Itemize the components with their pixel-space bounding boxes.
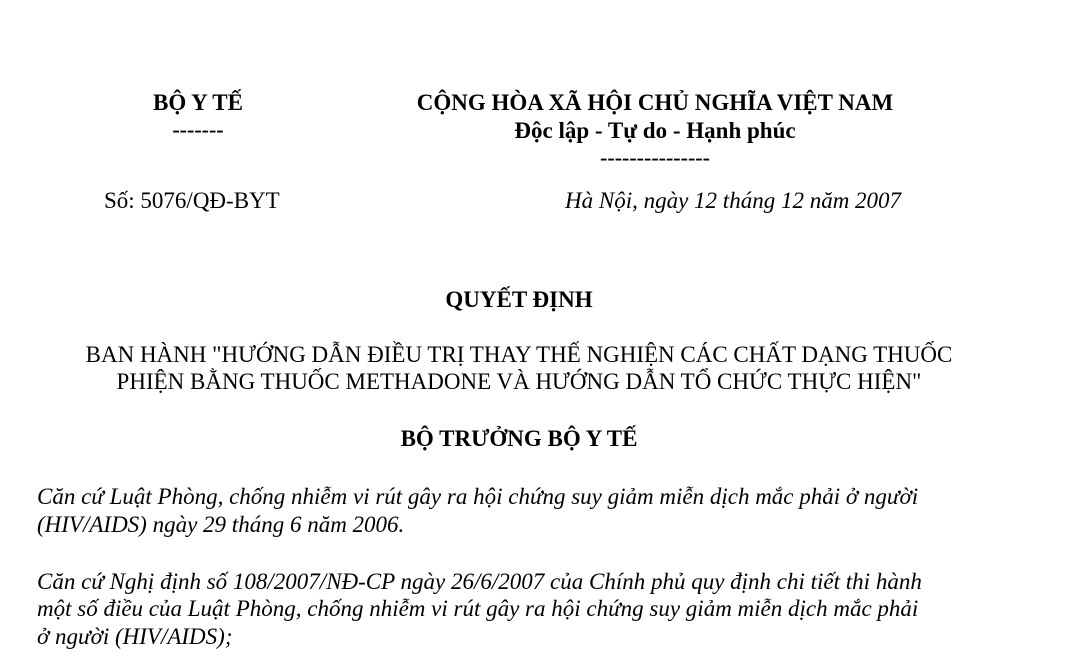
preamble-1-line-1: Căn cứ Luật Phòng, chống nhiễm vi rút gây ra hội chứng suy giảm miễn dịch mắc phải ở người — [37, 484, 919, 509]
subject-line-1: BAN HÀNH "HƯỚNG DẪN ĐIỀU TRỊ THAY THẾ NGHIỆN CÁC CHẤT DẠNG THUỐC — [85, 342, 953, 367]
motto-rule: --------------- — [600, 145, 710, 170]
preamble-2-line-3: ở người (HIV/AIDS); — [37, 624, 233, 649]
document-number: Số: 5076/QĐ-BYT — [104, 188, 280, 213]
subject-line-2: PHIỆN BẰNG THUỐC METHADONE VÀ HƯỚNG DẪN TỔ CHỨC THỰC HIỆN" — [116, 369, 922, 394]
country-name: CỘNG HÒA XÃ HỘI CHỦ NGHĨA VIỆT NAM — [416, 90, 894, 115]
agency-rule: ------- — [172, 117, 224, 142]
national-motto: Độc lập - Tự do - Hạnh phúc — [514, 118, 796, 143]
preamble-2-line-2: một số điều của Luật Phòng, chống nhiễm vi rút gây ra hội chứng suy giảm miễn dịch mắc phải — [37, 596, 919, 621]
place-and-date: Hà Nội, ngày 12 tháng 12 năm 2007 — [565, 188, 902, 213]
preamble-1-line-2: (HIV/AIDS) ngày 29 tháng 6 năm 2006. — [37, 512, 405, 537]
issuing-agency: BỘ Y TẾ — [153, 90, 243, 115]
issuing-authority: BỘ TRƯỞNG BỘ Y TẾ — [400, 426, 638, 451]
document-type-title: QUYẾT ĐỊNH — [445, 287, 593, 312]
preamble-2-line-1: Căn cứ Nghị định số 108/2007/NĐ-CP ngày 26/6/2007 của Chính phủ quy định chi tiết thi hành — [37, 569, 922, 594]
